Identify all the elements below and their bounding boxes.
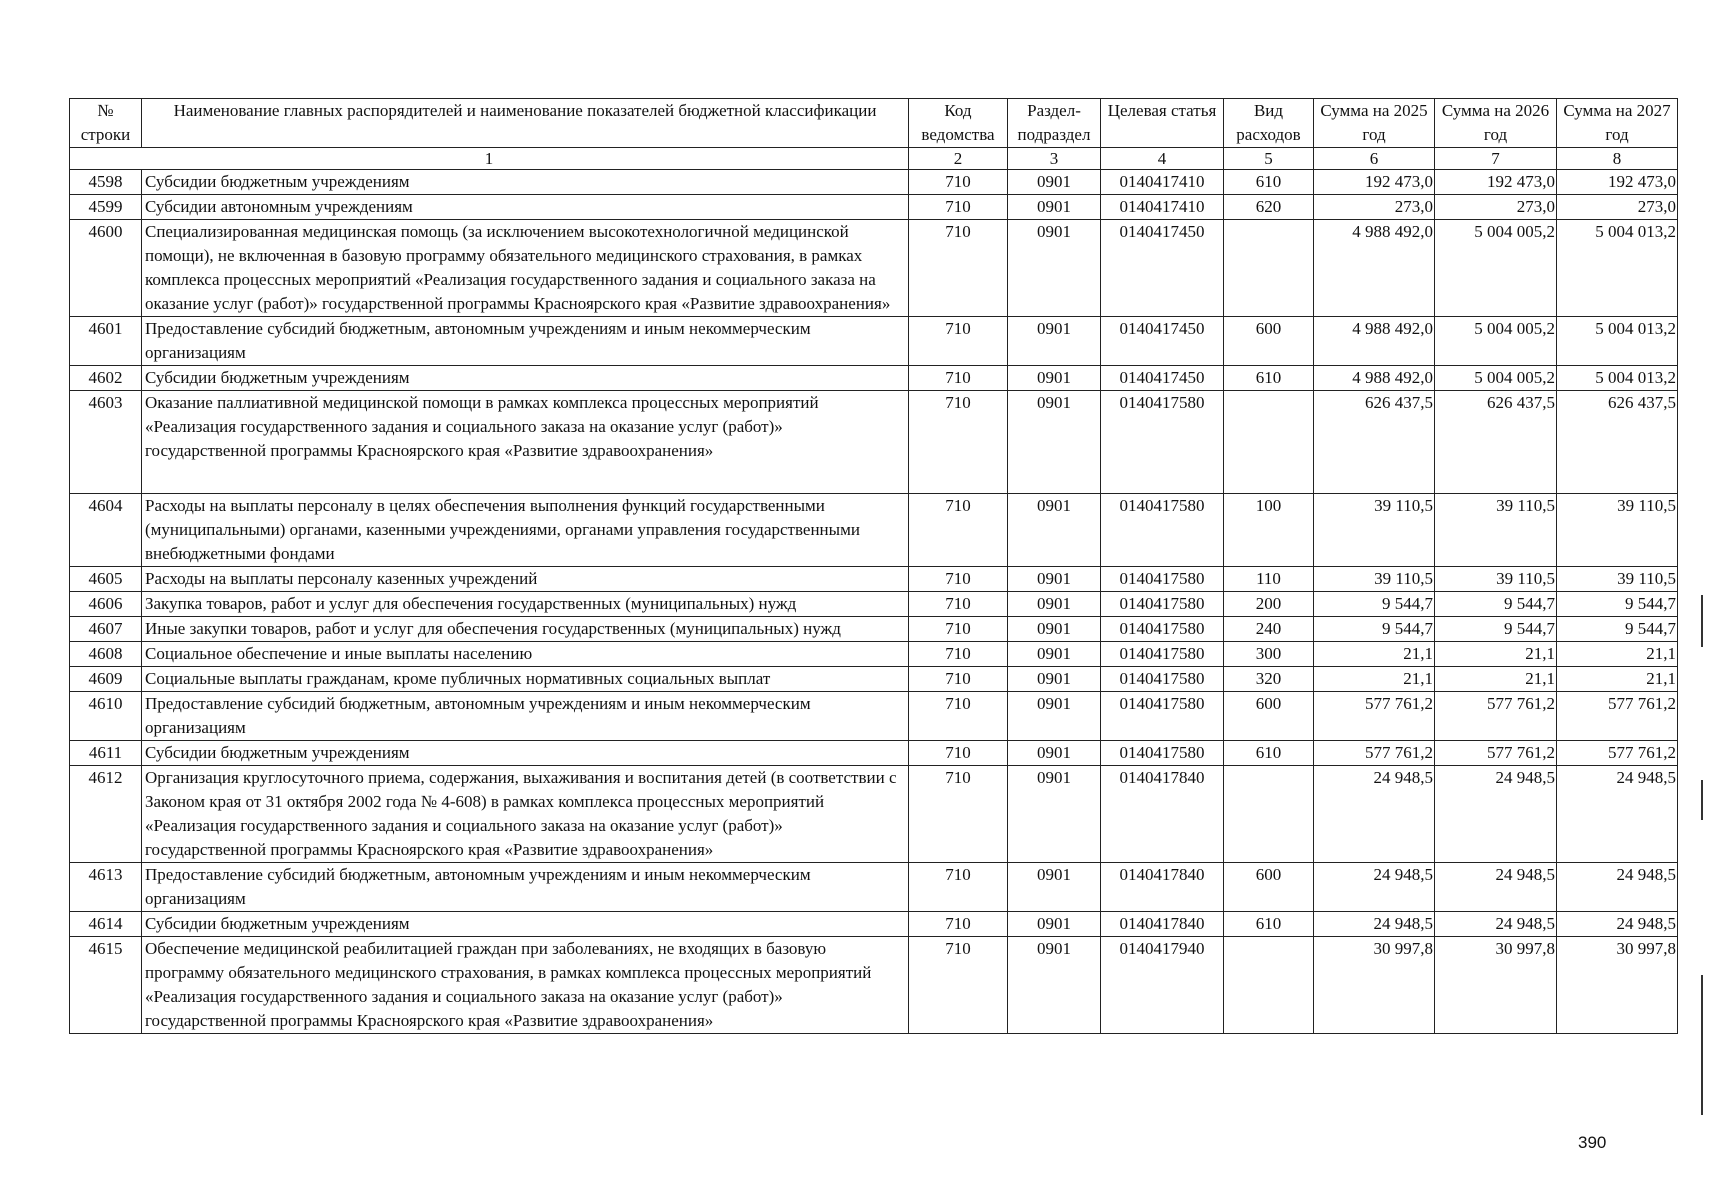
table-row <box>70 863 1678 912</box>
target-article-cell: 0140417840 <box>1101 912 1224 937</box>
row-number-cell: 4613 <box>70 863 142 912</box>
sum-2026-cell: 9 544,7 <box>1435 617 1557 642</box>
target-article-cell: 0140417580 <box>1101 592 1224 617</box>
table-row <box>70 617 1678 642</box>
target-article-cell: 0140417580 <box>1101 617 1224 642</box>
sum-2025-cell: 24 948,5 <box>1314 912 1435 937</box>
sum-2025-cell: 21,1 <box>1314 667 1435 692</box>
row-name-cell: Предоставление субсидий бюджетным, автономным учреждениям и иным некоммерческим организациям <box>142 317 909 366</box>
target-article-cell: 0140417580 <box>1101 567 1224 592</box>
table-row <box>70 692 1678 741</box>
target-article-cell: 0140417580 <box>1101 391 1224 494</box>
sum-2027-cell: 39 110,5 <box>1557 567 1678 592</box>
expense-type-cell: 610 <box>1224 741 1314 766</box>
target-article-cell: 0140417580 <box>1101 692 1224 741</box>
sum-2027-cell: 21,1 <box>1557 642 1678 667</box>
row-number-cell: 4611 <box>70 741 142 766</box>
target-article-cell: 0140417580 <box>1101 741 1224 766</box>
sum-2026-cell: 5 004 005,2 <box>1435 317 1557 366</box>
sum-2027-cell: 24 948,5 <box>1557 766 1678 863</box>
sum-2027-cell: 577 761,2 <box>1557 741 1678 766</box>
target-article-cell: 0140417450 <box>1101 317 1224 366</box>
section-cell: 0901 <box>1008 391 1101 494</box>
row-name-cell: Иные закупки товаров, работ и услуг для обеспечения государственных (муниципальных) нужд <box>142 617 909 642</box>
sum-2026-cell: 30 997,8 <box>1435 937 1557 1034</box>
scan-edge-mark <box>1701 595 1703 647</box>
sum-2026-cell: 626 437,5 <box>1435 391 1557 494</box>
row-name-cell: Организация круглосуточного приема, содержания, выхаживания и воспитания детей (в соответствии с Законом края от 31 октября 2002 года № 4-608) в рамках комплекса процессных мероприятий «Реализация государственного задания и социального заказа на оказание услуг (работ)» государственной программы Красноярского края «Развитие здравоохранения» <box>142 766 909 863</box>
row-name-cell: Субсидии автономным учреждениям <box>142 195 909 220</box>
row-number-cell: 4610 <box>70 692 142 741</box>
dept-code-cell: 710 <box>909 692 1008 741</box>
column-index: 8 <box>1557 148 1678 170</box>
dept-code-cell: 710 <box>909 366 1008 391</box>
expense-type-cell: 610 <box>1224 170 1314 195</box>
scan-edge-mark <box>1701 975 1703 1115</box>
scan-edge-mark <box>1701 780 1703 820</box>
sum-2026-cell: 5 004 005,2 <box>1435 220 1557 317</box>
row-name-cell: Социальные выплаты гражданам, кроме публичных нормативных социальных выплат <box>142 667 909 692</box>
row-number-cell: 4599 <box>70 195 142 220</box>
row-number-cell: 4605 <box>70 567 142 592</box>
row-name-cell: Субсидии бюджетным учреждениям <box>142 741 909 766</box>
row-number-cell: 4615 <box>70 937 142 1034</box>
section-cell: 0901 <box>1008 766 1101 863</box>
sum-2027-cell: 21,1 <box>1557 667 1678 692</box>
dept-code-cell: 710 <box>909 220 1008 317</box>
sum-2026-cell: 21,1 <box>1435 667 1557 692</box>
sum-2027-cell: 24 948,5 <box>1557 912 1678 937</box>
header-sum-2025: Сумма на 2025 год <box>1314 99 1435 148</box>
row-number-cell: 4603 <box>70 391 142 494</box>
target-article-cell: 0140417940 <box>1101 937 1224 1034</box>
expense-type-cell: 600 <box>1224 317 1314 366</box>
sum-2026-cell: 577 761,2 <box>1435 741 1557 766</box>
target-article-cell: 0140417580 <box>1101 494 1224 567</box>
column-index: 2 <box>909 148 1008 170</box>
sum-2025-cell: 21,1 <box>1314 642 1435 667</box>
dept-code-cell: 710 <box>909 567 1008 592</box>
header-target: Целевая статья <box>1101 99 1224 148</box>
sum-2025-cell: 24 948,5 <box>1314 766 1435 863</box>
dept-code-cell: 710 <box>909 170 1008 195</box>
column-index: 3 <box>1008 148 1101 170</box>
row-name-cell: Предоставление субсидий бюджетным, автономным учреждениям и иным некоммерческим организациям <box>142 863 909 912</box>
row-number-cell: 4598 <box>70 170 142 195</box>
dept-code-cell: 710 <box>909 741 1008 766</box>
expense-type-cell: 320 <box>1224 667 1314 692</box>
dept-code-cell: 710 <box>909 667 1008 692</box>
expense-type-cell: 600 <box>1224 863 1314 912</box>
sum-2026-cell: 24 948,5 <box>1435 766 1557 863</box>
expense-type-cell: 600 <box>1224 692 1314 741</box>
section-cell: 0901 <box>1008 170 1101 195</box>
table-row <box>70 170 1678 195</box>
sum-2026-cell: 39 110,5 <box>1435 494 1557 567</box>
row-name-cell: Социальное обеспечение и иные выплаты населению <box>142 642 909 667</box>
row-number-cell: 4614 <box>70 912 142 937</box>
table-row <box>70 317 1678 366</box>
table-row <box>70 391 1678 494</box>
header-row-num: № строки <box>70 99 142 148</box>
row-number-cell: 4609 <box>70 667 142 692</box>
header-expense-type: Вид расходов <box>1224 99 1314 148</box>
expense-type-cell: 300 <box>1224 642 1314 667</box>
sum-2025-cell: 4 988 492,0 <box>1314 366 1435 391</box>
expense-type-cell: 610 <box>1224 912 1314 937</box>
section-cell: 0901 <box>1008 220 1101 317</box>
sum-2026-cell: 5 004 005,2 <box>1435 366 1557 391</box>
table-body <box>70 170 1678 1034</box>
row-number-cell: 4600 <box>70 220 142 317</box>
sum-2026-cell: 21,1 <box>1435 642 1557 667</box>
table-row <box>70 592 1678 617</box>
expense-type-cell: 240 <box>1224 617 1314 642</box>
section-cell: 0901 <box>1008 494 1101 567</box>
target-article-cell: 0140417410 <box>1101 195 1224 220</box>
header-row <box>70 99 1678 148</box>
column-index: 4 <box>1101 148 1224 170</box>
sum-2025-cell: 192 473,0 <box>1314 170 1435 195</box>
sum-2027-cell: 39 110,5 <box>1557 494 1678 567</box>
sum-2025-cell: 30 997,8 <box>1314 937 1435 1034</box>
table-row <box>70 366 1678 391</box>
row-name-cell: Предоставление субсидий бюджетным, автономным учреждениям и иным некоммерческим организациям <box>142 692 909 741</box>
sum-2027-cell: 273,0 <box>1557 195 1678 220</box>
expense-type-cell: 200 <box>1224 592 1314 617</box>
budget-table <box>69 98 1678 1034</box>
sum-2025-cell: 577 761,2 <box>1314 692 1435 741</box>
row-number-cell: 4604 <box>70 494 142 567</box>
sum-2026-cell: 192 473,0 <box>1435 170 1557 195</box>
sum-2025-cell: 273,0 <box>1314 195 1435 220</box>
section-cell: 0901 <box>1008 667 1101 692</box>
dept-code-cell: 710 <box>909 195 1008 220</box>
sum-2025-cell: 9 544,7 <box>1314 592 1435 617</box>
expense-type-cell: 100 <box>1224 494 1314 567</box>
section-cell: 0901 <box>1008 863 1101 912</box>
table-row <box>70 766 1678 863</box>
dept-code-cell: 710 <box>909 863 1008 912</box>
sum-2027-cell: 9 544,7 <box>1557 617 1678 642</box>
section-cell: 0901 <box>1008 692 1101 741</box>
row-number-cell: 4602 <box>70 366 142 391</box>
column-index: 5 <box>1224 148 1314 170</box>
section-cell: 0901 <box>1008 592 1101 617</box>
sum-2025-cell: 24 948,5 <box>1314 863 1435 912</box>
expense-type-cell: 620 <box>1224 195 1314 220</box>
sum-2026-cell: 9 544,7 <box>1435 592 1557 617</box>
target-article-cell: 0140417840 <box>1101 863 1224 912</box>
section-cell: 0901 <box>1008 317 1101 366</box>
header-dept-code: Код ведомства <box>909 99 1008 148</box>
dept-code-cell: 710 <box>909 592 1008 617</box>
dept-code-cell: 710 <box>909 766 1008 863</box>
expense-type-cell: 110 <box>1224 567 1314 592</box>
column-index: 6 <box>1314 148 1435 170</box>
row-name-cell: Субсидии бюджетным учреждениям <box>142 170 909 195</box>
dept-code-cell: 710 <box>909 912 1008 937</box>
sum-2025-cell: 9 544,7 <box>1314 617 1435 642</box>
table-row <box>70 567 1678 592</box>
row-number-cell: 4607 <box>70 617 142 642</box>
sum-2027-cell: 30 997,8 <box>1557 937 1678 1034</box>
column-index-row <box>70 148 1678 170</box>
target-article-cell: 0140417450 <box>1101 366 1224 391</box>
table-row <box>70 937 1678 1034</box>
sum-2027-cell: 626 437,5 <box>1557 391 1678 494</box>
expense-type-cell <box>1224 391 1314 494</box>
sum-2027-cell: 5 004 013,2 <box>1557 220 1678 317</box>
sum-2027-cell: 5 004 013,2 <box>1557 366 1678 391</box>
section-cell: 0901 <box>1008 912 1101 937</box>
sum-2027-cell: 5 004 013,2 <box>1557 317 1678 366</box>
sum-2026-cell: 273,0 <box>1435 195 1557 220</box>
header-sum-2026: Сумма на 2026 год <box>1435 99 1557 148</box>
target-article-cell: 0140417840 <box>1101 766 1224 863</box>
sum-2025-cell: 39 110,5 <box>1314 567 1435 592</box>
sum-2025-cell: 39 110,5 <box>1314 494 1435 567</box>
sum-2027-cell: 577 761,2 <box>1557 692 1678 741</box>
sum-2025-cell: 626 437,5 <box>1314 391 1435 494</box>
expense-type-cell: 610 <box>1224 366 1314 391</box>
target-article-cell: 0140417580 <box>1101 667 1224 692</box>
row-name-cell: Субсидии бюджетным учреждениям <box>142 366 909 391</box>
header-name: Наименование главных распорядителей и наименование показателей бюджетной классификации <box>142 99 909 148</box>
table-row <box>70 195 1678 220</box>
row-name-cell: Субсидии бюджетным учреждениям <box>142 912 909 937</box>
section-cell: 0901 <box>1008 567 1101 592</box>
table-row <box>70 741 1678 766</box>
row-number-cell: 4606 <box>70 592 142 617</box>
section-cell: 0901 <box>1008 366 1101 391</box>
dept-code-cell: 710 <box>909 317 1008 366</box>
row-name-cell: Обеспечение медицинской реабилитацией граждан при заболеваниях, не входящих в базовую программу обязательного медицинского страхования, в рамках комплекса процессных мероприятий «Реализация государственного задания и социального заказа на оказание услуг (работ)» государственной программы Красноярского края «Развитие здравоохранения» <box>142 937 909 1034</box>
target-article-cell: 0140417580 <box>1101 642 1224 667</box>
table-row <box>70 642 1678 667</box>
dept-code-cell: 710 <box>909 617 1008 642</box>
row-name-cell: Специализированная медицинская помощь (за исключением высокотехнологичной медицинской помощи), не включенная в базовую программу обязательного медицинского страхования, в рамках комплекса процессных мероприятий «Реализация государственного задания и социального заказа на оказание услуг (работ)» государственной программы Красноярского края «Развитие здравоохранения» <box>142 220 909 317</box>
row-name-cell: Расходы на выплаты персоналу казенных учреждений <box>142 567 909 592</box>
table-row <box>70 667 1678 692</box>
row-name-cell: Закупка товаров, работ и услуг для обеспечения государственных (муниципальных) нужд <box>142 592 909 617</box>
expense-type-cell <box>1224 766 1314 863</box>
row-number-cell: 4608 <box>70 642 142 667</box>
expense-type-cell <box>1224 220 1314 317</box>
sum-2025-cell: 4 988 492,0 <box>1314 220 1435 317</box>
sum-2027-cell: 192 473,0 <box>1557 170 1678 195</box>
target-article-cell: 0140417410 <box>1101 170 1224 195</box>
page-number: 390 <box>1578 1133 1607 1152</box>
row-name-cell: Оказание паллиативной медицинской помощи в рамках комплекса процессных мероприятий «Реализация государственного задания и социального заказа на оказание услуг (работ)» государственной программы Красноярского края «Развитие здравоохранения» <box>142 391 909 494</box>
section-cell: 0901 <box>1008 741 1101 766</box>
row-name-cell: Расходы на выплаты персоналу в целях обеспечения выполнения функций государственными (муниципальными) органами, казенными учреждениями, органами управления государственными внебюджетными фондами <box>142 494 909 567</box>
sum-2025-cell: 4 988 492,0 <box>1314 317 1435 366</box>
target-article-cell: 0140417450 <box>1101 220 1224 317</box>
dept-code-cell: 710 <box>909 642 1008 667</box>
sum-2025-cell: 577 761,2 <box>1314 741 1435 766</box>
table-row <box>70 912 1678 937</box>
row-number-cell: 4612 <box>70 766 142 863</box>
dept-code-cell: 710 <box>909 937 1008 1034</box>
sum-2027-cell: 9 544,7 <box>1557 592 1678 617</box>
sum-2026-cell: 24 948,5 <box>1435 863 1557 912</box>
dept-code-cell: 710 <box>909 391 1008 494</box>
column-index: 7 <box>1435 148 1557 170</box>
sum-2027-cell: 24 948,5 <box>1557 863 1678 912</box>
dept-code-cell: 710 <box>909 494 1008 567</box>
sum-2026-cell: 24 948,5 <box>1435 912 1557 937</box>
section-cell: 0901 <box>1008 642 1101 667</box>
section-cell: 0901 <box>1008 195 1101 220</box>
table-row <box>70 494 1678 567</box>
header-section: Раздел-подраздел <box>1008 99 1101 148</box>
column-index: 1 <box>70 148 909 170</box>
sum-2026-cell: 577 761,2 <box>1435 692 1557 741</box>
table-row <box>70 220 1678 317</box>
section-cell: 0901 <box>1008 937 1101 1034</box>
sum-2026-cell: 39 110,5 <box>1435 567 1557 592</box>
header-sum-2027: Сумма на 2027 год <box>1557 99 1678 148</box>
section-cell: 0901 <box>1008 617 1101 642</box>
row-number-cell: 4601 <box>70 317 142 366</box>
expense-type-cell <box>1224 937 1314 1034</box>
